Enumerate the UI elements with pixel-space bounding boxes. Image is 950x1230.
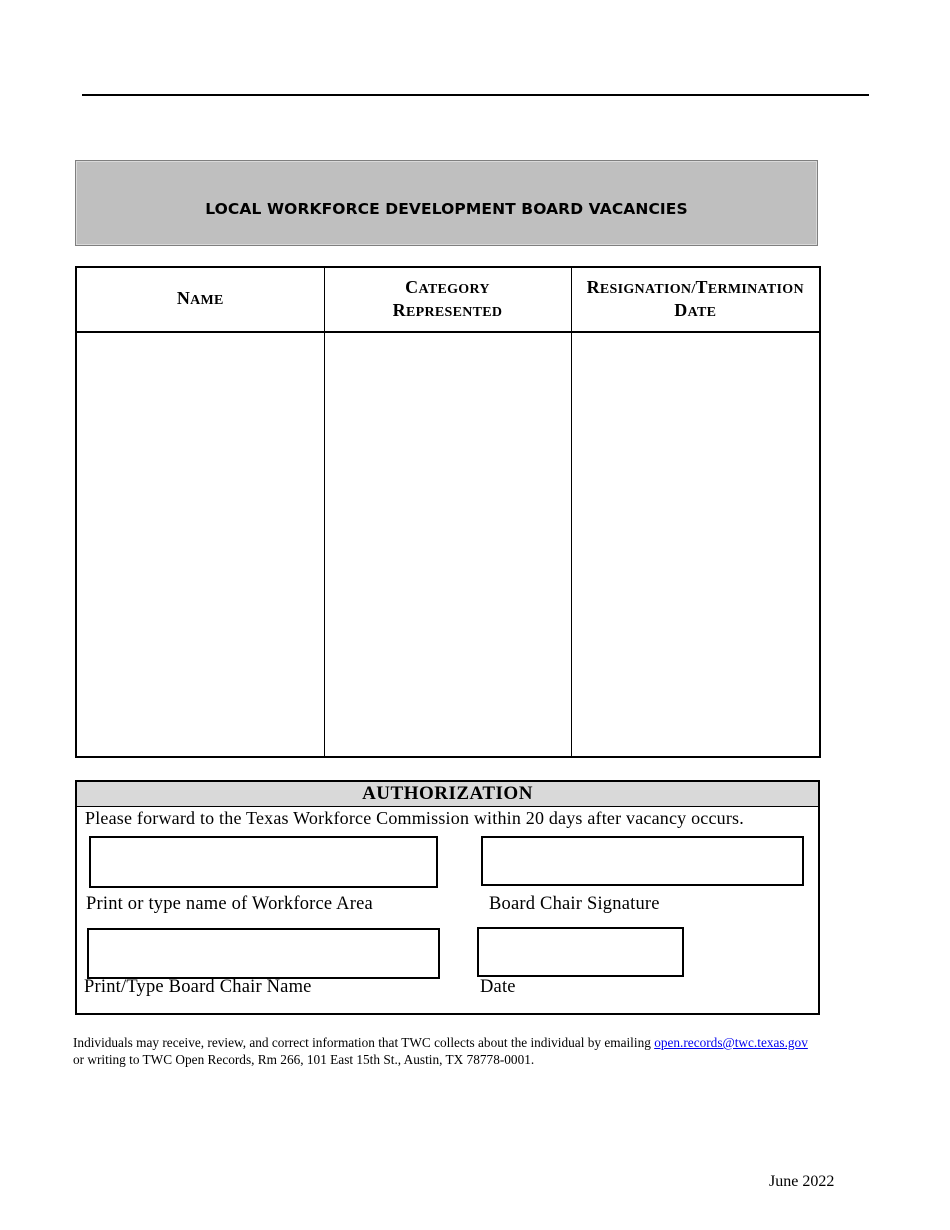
category-cell[interactable] [324,332,571,757]
table-row [76,332,820,757]
email-link[interactable]: open.records@twc.texas.gov [654,1035,808,1050]
revision-date: June 2022 [769,1173,835,1190]
board-chair-name-field[interactable] [87,928,440,979]
privacy-notice [73,1034,873,1068]
board-chair-signature-field[interactable] [481,836,804,886]
authorization-heading: AUTHORIZATION [77,782,818,807]
column-header-category: CATEGORY REPRESENTED [324,267,571,332]
vacancies-table [75,266,821,758]
header-rule [82,94,869,96]
authorization-section [75,780,820,1015]
date-label: Date [480,977,516,997]
column-header-name: NAME [76,267,324,332]
board-chair-name-label: Print/Type Board Chair Name [84,977,312,997]
date-field[interactable] [477,927,684,977]
workforce-area-field[interactable] [89,836,438,888]
resignation-date-cell[interactable] [571,332,820,757]
name-cell[interactable] [76,332,324,757]
privacy-text: Individuals may receive, review, and correct information that TWC collects about the individual by emailing [73,1035,655,1050]
workforce-area-label: Print or type name of Workforce Area [86,894,373,914]
form-title: LOCAL WORKFORCE DEVELOPMENT BOARD VACANCIES [205,200,688,218]
table-header-row [76,267,820,332]
board-chair-signature-label: Board Chair Signature [489,894,660,914]
column-header-resignation-date: RESIGNATION/TERMINATION DATE [571,267,820,332]
authorization-note: Please forward to the Texas Workforce Commission within 20 days after vacancy occurs. [85,808,744,828]
form-title-banner [75,160,818,246]
privacy-address: or writing to TWC Open Records, Rm 266, 101 East 15th St., Austin, TX 78778-0001. [73,1052,535,1067]
